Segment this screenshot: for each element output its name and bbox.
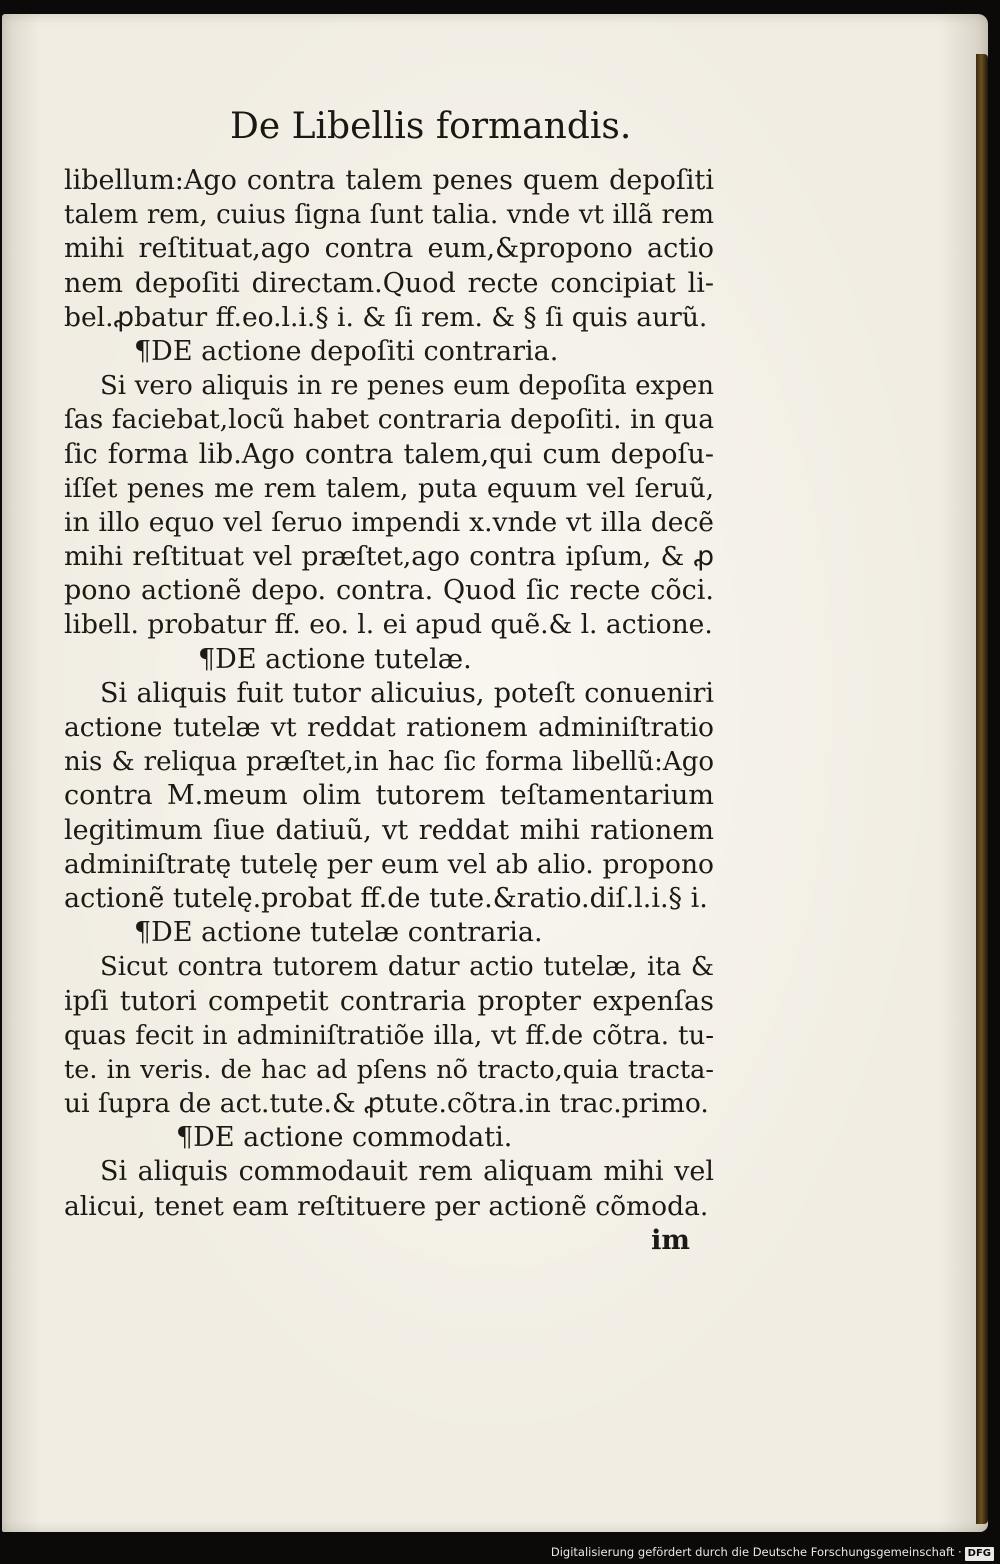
page-edge	[976, 54, 988, 1524]
text-line: ui ſupra de act.tute.& ꝓtute.cõtra.in trac.primo.	[64, 1088, 709, 1120]
credit-text: Digitalisierung gefördert durch die Deutsche Forschungsgemeinschaft ·	[550, 1545, 962, 1559]
text-line: iſſet penes me rem talem, puta equum vel ſeruũ,	[64, 473, 714, 504]
section-heading: ¶DE actione tutelæ.	[198, 643, 472, 675]
text-line: actione tutelæ vt reddat rationem adminiſtratio	[64, 712, 714, 743]
body-text	[64, 164, 714, 1258]
text-line: ſas faciebat,locũ habet contraria depoſiti. in qua	[64, 404, 714, 436]
section-heading: ¶DE actione commodati.	[176, 1122, 513, 1154]
text-line: pono actionẽ depo. contra. Quod ſic recte cõci.	[64, 575, 714, 607]
text-line: bel.ꝓbatur ff.eo.l.i.§ i. & ſi rem. & § ſi quis aurũ.	[64, 301, 708, 333]
text-line: mihi reſtituat vel præſtet,ago contra ipſum, & ꝓ	[64, 541, 714, 573]
text-line: nis & reliqua præſtet,in hac ſic forma libellũ:Ago	[64, 747, 714, 778]
text-line: adminiſtratę tutelę per eum vel ab alio. propono	[64, 848, 714, 880]
text-line: Sicut contra tutorem datur actio tutelæ, ita &	[100, 952, 714, 983]
text-line: ipſi tutori competit contraria propter expenſas	[64, 985, 714, 1017]
text-line: legitimum ſiue datiuũ, vt reddat mihi rationem	[64, 814, 714, 846]
book-page	[2, 14, 988, 1532]
text-line: mihi reſtituat,ago contra eum,&propono actio	[64, 233, 714, 265]
text-line: contra M.meum olim tutorem teſtamentarium	[64, 780, 714, 812]
running-header: De Libellis formandis.	[230, 106, 632, 147]
text-line: Si vero aliquis in re penes eum depoſita expen	[100, 371, 714, 402]
dfg-logo: DFG	[965, 1547, 994, 1561]
text-line: in illo equo vel ſeruo impendi x.vnde vt illa decẽ	[64, 506, 714, 538]
catchword: im	[651, 1224, 690, 1256]
section-heading: ¶DE actione depoſiti contraria.	[134, 335, 559, 367]
text-line: alicui, tenet eam reſtituere per actionẽ cõmoda.	[64, 1190, 709, 1222]
text-line: Si aliquis fuit tutor alicuius, poteſt conueniri	[100, 677, 714, 709]
text-line: Si aliquis commodauit rem aliquam mihi vel	[100, 1156, 714, 1188]
section-heading: ¶DE actione tutelæ contraria.	[134, 917, 543, 949]
text-line: actionẽ tutelę.probat ff.de tute.&ratio.diſ.l.i.§ i.	[64, 882, 708, 914]
text-line: ſic forma lib.Ago contra talem,qui cum depoſu-	[64, 438, 714, 470]
footer-bar	[0, 1538, 1000, 1564]
text-line: libell. probatur ff. eo. l. ei apud quẽ.& l. actione.	[64, 609, 713, 641]
text-line: te. in veris. de hac ad pſens nõ tracto,quia tracta-	[64, 1054, 714, 1085]
text-line: nem depoſiti directam.Quod recte concipiat li-	[64, 267, 714, 299]
text-line: quas fecit in adminiſtratiõe illa, vt ff.de cõtra. tu-	[64, 1020, 714, 1051]
text-line: talem rem, cuius ſigna ſunt talia. vnde vt illã rem	[64, 200, 714, 231]
text-line: libellum:Ago contra talem penes quem depoſiti	[64, 165, 714, 196]
digitization-credit	[551, 1543, 994, 1561]
